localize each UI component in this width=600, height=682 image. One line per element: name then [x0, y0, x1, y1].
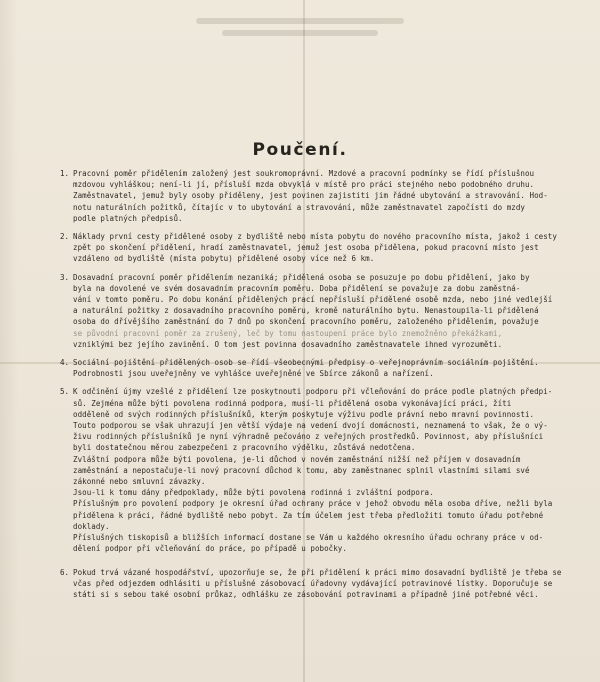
section-6	[60, 567, 574, 601]
text-line: Zaměstnavatel, jemuž byly osoby přiděleny, jest povinen zajistiti jim řádné ubytování a stravování. Hod-	[73, 191, 548, 201]
text-line: doklady.	[73, 521, 110, 531]
faded-header-bleed-through	[170, 12, 430, 46]
text-line: K odčinění újmy vzešlé z přidělení lze poskytnouti podporu při včleňování do práce podle platných předpi-	[73, 387, 553, 397]
section-number: 3.	[60, 272, 70, 282]
section-number: 1.	[60, 169, 70, 178]
text-line: zaměstnání a nepostačuje-li nový pracovní důchod k tomu, aby zaměstnanec splnil vlastními silami své	[73, 465, 530, 475]
text-line: se původní pracovní poměr za zrušený, leč by tomu nastoupení práce bylo znemožněno překážkami,	[73, 328, 503, 338]
section-3	[60, 272, 574, 350]
section-number: 5.	[60, 387, 70, 397]
text-line: přidělena k práci, řádné bydliště nebo pobyt. Za tím účelem jest třeba předložiti tomuto úřadu potřebné	[73, 510, 544, 520]
text-line: Náklady první cesty přidělené osoby z bydliště nebo místa pobytu do nového pracovního místa, jakož i cesty	[73, 232, 557, 242]
text-line: Příslušným pro povolení podpory je okresní úřad ochrany práce v jehož obvodu měla osoba dříve, nežli byla	[73, 499, 553, 509]
text-line: a naturální požitky z dosavadního pracovního poměru, kromě naturálního bytu. Nenastoupila-li přidělená	[73, 306, 539, 316]
text-line: dělení podpor při včleňování do práce, po případě u pobočky.	[73, 544, 347, 554]
section-number: 6.	[60, 567, 70, 577]
text-line: Zvláštní podpora může býti povolena, je-li důchod v novém zaměstnání nižší než příjem v dosavadním	[73, 454, 521, 464]
text-line: zákonné nebo smluvní závazky.	[73, 477, 206, 487]
text-line: Sociální pojištění přidělených osob se řídí všeobecnými předpisy o veřejnoprávním sociálním pojištění.	[73, 358, 539, 368]
text-line: Podrobnosti jsou uveřejněny ve vyhlášce uveřejněné ve Sbírce zákonů a nařízení.	[73, 369, 434, 379]
section-5	[60, 386, 574, 554]
text-line: byli dostatečnou měrou zabezpečeni z pracovního výdělku, zůstává nedotčena.	[73, 443, 416, 453]
section-number: 4.	[60, 358, 70, 368]
text-line: osoba do dřívějšího zaměstnání do 7 dnů po skončení pracovního poměru, založeného přidělením, považuje	[73, 317, 539, 327]
text-line: státi si s sebou také osobní průkaz, odhlášku ze zásobování potravinami a případně jiné potřebné věci.	[73, 589, 539, 599]
text-line: včas před odjezdem odhlásiti u příslušné zásobovací úřadovny vydávající potravinové lístky. Doporučuje se	[73, 578, 553, 588]
section-4	[60, 357, 574, 379]
text-line: Příslušných tiskopisů a bližších informací dostane se Vám u každého okresního úřadu ochrany práce v od-	[73, 533, 544, 543]
text-line: odděleně od svých rodinných příslušníků, kterým poskytuje výživu podle právní nebo mravní povinnosti.	[73, 409, 535, 419]
text-line: mzdovou vyhláškou; není-li jí, přísluší mzda obvyklá v místě pro práci stejného nebo podobného druhu.	[73, 180, 535, 190]
text-line: podle platných předpisů.	[73, 213, 183, 223]
instructions-body	[60, 168, 574, 607]
text-line: Pracovní poměr přidělením založený jest soukromoprávní. Mzdové a pracovní podmínky se řídí příslušnou	[73, 169, 535, 178]
text-line: byla na dovolené ve svém dosavadním pracovním poměru. Doba přidělení se považuje za dobu zaměstná-	[73, 283, 521, 293]
section-number: 2.	[60, 232, 70, 242]
text-line: vzniklými bez jejího zavinění. O tom jest povinna dosavadního zaměstnavatele ihned vyrozuměti.	[73, 339, 503, 349]
document-title: Poučení.	[252, 140, 348, 160]
section-1	[60, 168, 574, 224]
text-line: živu rodinných příslušníků je nyní výhradně pečováno z veřejných prostředků. Povinnost, aby příslušníci	[73, 432, 544, 442]
text-line: Dosavadní pracovní poměr přidělením nezaniká; přidělená osoba se posuzuje po dobu přidělení, jako by	[73, 272, 530, 282]
text-line: zpět po skončení přidělení, hradí zaměstnavatel, jemuž jest osoba přidělena, pokud pracovní místo jest	[73, 243, 539, 253]
text-line: Jsou-li k tomu dány předpoklady, může býti povolena rodinná i zvláštní podpora.	[73, 488, 434, 498]
text-line: notu naturálních požitků, čítajíc v to ubytování a stravování, může zaměstnavatel započísti do mzdy	[73, 202, 525, 212]
text-line: sů. Zejména může býti povolena rodinná podpora, musí-li přidělená osoba vykonávající práci, žíti	[73, 398, 512, 408]
text-line: vzdáleno od bydliště (místa pobytu) přidělené osoby více než 6 km.	[73, 254, 375, 264]
section-2	[60, 231, 574, 265]
text-line: vání v tomto poměru. Po dobu konání přidělených prací nepřísluší přidělené osobě mzda, nebo jiné vedlejší	[73, 295, 553, 305]
text-line: Pokud trvá vázané hospodářství, upozorňuje se, že při přidělení k práci mimo dosavadní bydliště je třeba se	[73, 567, 562, 577]
text-line: Touto podporou se však uhrazují jen větší výdaje na vedení dvojí domácnosti, neznamená to však, že o vý-	[73, 421, 548, 431]
